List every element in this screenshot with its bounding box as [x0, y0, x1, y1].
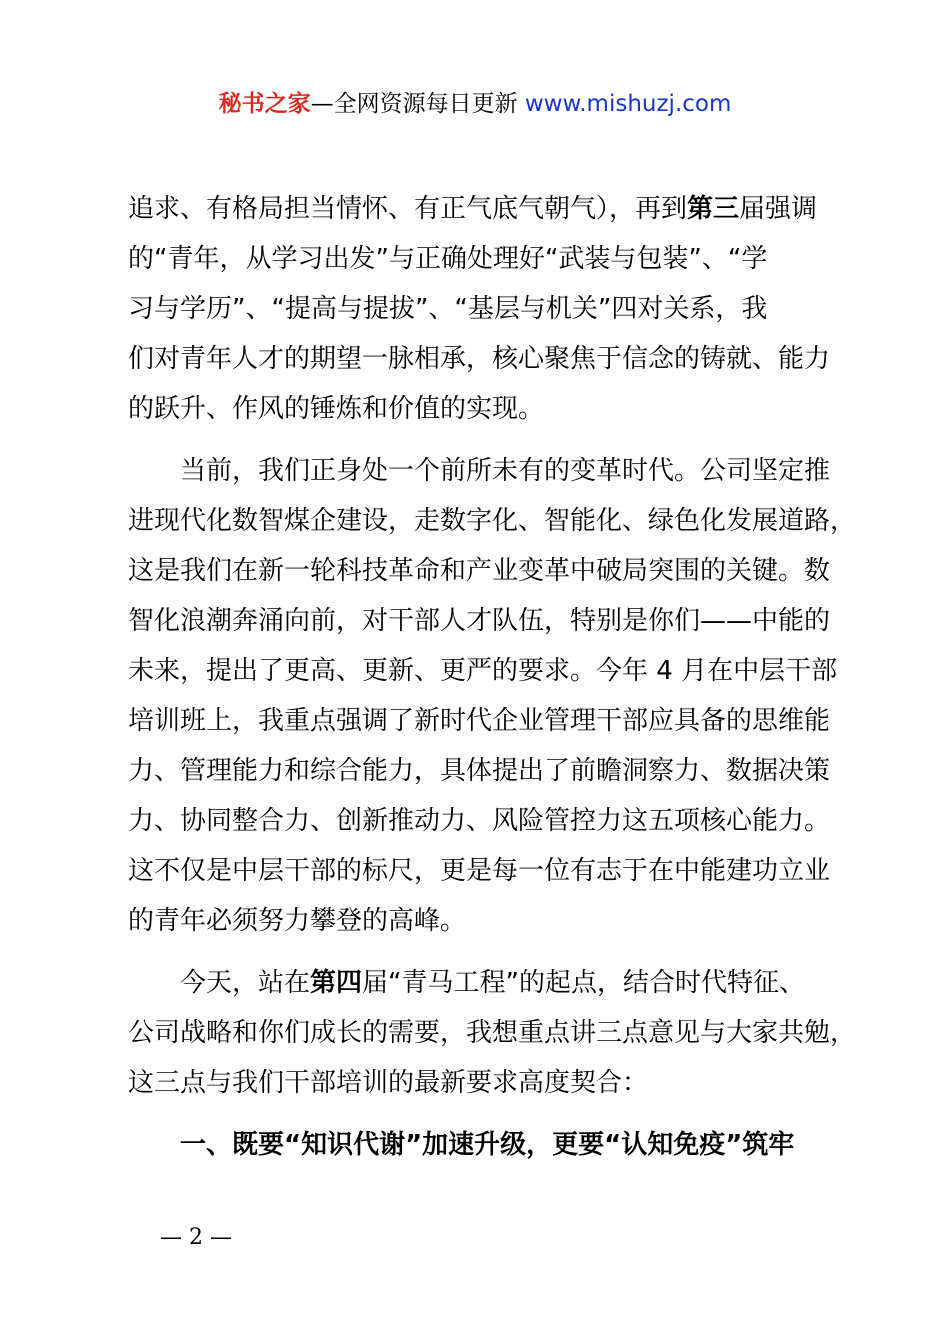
text-line: 的跃升、作风的锤炼和价值的实现。 [128, 394, 545, 424]
page-number: — 2 — [160, 1225, 232, 1250]
section-heading: 一、既要“知识代谢”加速升级，更要“认知免疫”筑牢 [180, 1130, 795, 1160]
paragraph-1 [128, 184, 840, 434]
text-line: 未来，提出了更高、更新、更严的要求。今年 4 月在中层干部 [128, 656, 838, 686]
text-line: 这是我们在新一轮科技革命和产业变革中破局突围的关键。数 [128, 556, 831, 586]
paragraph-3 [128, 958, 857, 1108]
text-run: 追求、有格局担当情怀、有正气底气朝气），再到 [128, 194, 688, 224]
text-line: 力、协同整合力、创新推动力、风险管控力这五项核心能力。 [128, 806, 831, 836]
text-line: 习与学历”、“提高与提拔”、“基层与机关”四对关系，我 [128, 294, 768, 324]
text-line: 这三点与我们干部培训的最新要求高度契合： [128, 1068, 649, 1098]
site-brand: 秘书之家 [218, 91, 311, 117]
site-header [0, 86, 950, 122]
text-line: 的青年必须努力攀登的高峰。 [128, 906, 467, 936]
text-line: 这不仅是中层干部的标尺，更是每一位有志于在中能建功立业 [128, 856, 831, 886]
text-line: 智化浪潮奔涌向前，对干部人才队伍，特别是你们——中能的 [128, 606, 831, 636]
text-line: 培训班上，我重点强调了新时代企业管理干部应具备的思维能 [128, 706, 831, 736]
site-tagline: —全网资源每日更新 [310, 91, 525, 117]
text-line [128, 184, 840, 234]
paragraph-2 [128, 446, 857, 946]
text-run: 今天，站在 [180, 968, 311, 998]
text-line: 公司战略和你们成长的需要，我想重点讲三点意见与大家共勉， [128, 1018, 857, 1048]
paragraph-gap [128, 1108, 840, 1120]
document-body [128, 184, 857, 1170]
paragraph-gap [128, 434, 840, 446]
text-line: 进现代化数智煤企建设，走数字化、智能化、绿色化发展道路， [128, 506, 857, 536]
text-run: 届强调 [739, 194, 818, 224]
bold-text: 第四 [310, 968, 363, 998]
text-line [128, 958, 840, 1008]
text-line: 的“青年，从学习出发”与正确处理好“武装与包装”、“学 [128, 244, 768, 274]
paragraph-gap [128, 946, 840, 958]
text-line: 当前，我们正身处一个前所未有的变革时代。公司坚定推 [180, 456, 831, 486]
text-line: 们对青年人才的期望一脉相承，核心聚焦于信念的铸就、能力 [128, 344, 831, 374]
bold-text: 第三 [687, 194, 740, 224]
text-run: 届“青马工程”的起点，结合时代特征、 [362, 968, 805, 998]
text-line: 力、管理能力和综合能力，具体提出了前瞻洞察力、数据决策 [128, 756, 831, 786]
site-url-link[interactable]: www.mishuzj.com [524, 91, 732, 117]
